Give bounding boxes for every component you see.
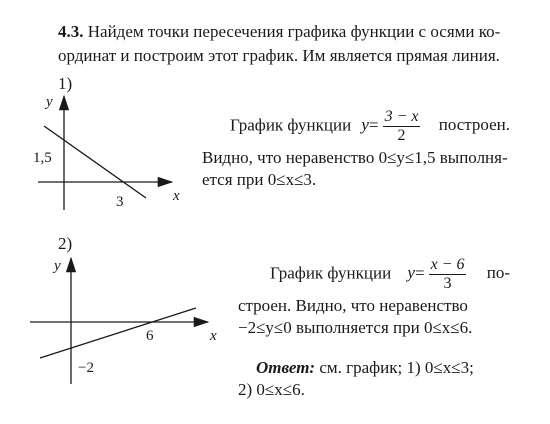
answer-line1 <box>256 358 474 378</box>
part2-formula-lhs: y <box>407 263 415 283</box>
part1-label: 1) <box>58 74 73 93</box>
part2-formula-eq: = <box>414 263 425 283</box>
part1-numerator: 3 − x <box>384 108 419 125</box>
part2-suffix: по- <box>486 263 510 283</box>
part1-formula-lhs: y <box>361 115 369 135</box>
part2-y-axis-label: y <box>54 258 61 274</box>
part1-formula-eq: = <box>368 115 379 135</box>
part2-label: 2) <box>58 234 73 253</box>
part1-x-tick-label: 3 <box>116 194 124 210</box>
problem-number: 4.3. <box>58 22 84 41</box>
part2-function-line <box>40 308 196 358</box>
intro-text-1: Найдем точки пересечения графика функции с осями ко- <box>87 22 501 41</box>
part2-text-line3: −2≤y≤0 выполняется при 0≤x≤6. <box>238 318 473 337</box>
problem-intro-line2: ординат и построим этот график. Им является прямая линия. <box>58 46 500 65</box>
part2-prefix: График функции <box>270 263 392 283</box>
part1-denominator: 2 <box>397 127 406 144</box>
part2-numerator: x − 6 <box>430 256 465 273</box>
part1-y-axis-label: y <box>46 94 53 110</box>
answer-label: Ответ: <box>256 358 316 377</box>
part2-text-line2: строен. Видно, что неравенство <box>238 296 468 315</box>
answer-line2: 2) 0≤x≤6. <box>238 380 305 399</box>
part1-prefix: График функции <box>230 115 352 135</box>
part1-text-line3: ется при 0≤x≤3. <box>202 170 317 189</box>
part2-denominator: 3 <box>443 275 452 292</box>
part2-x-tick-label: 6 <box>146 328 154 344</box>
part1-text-line2: Видно, что неравенство 0≤y≤1,5 выполня- <box>202 148 508 167</box>
part1-suffix: построен. <box>438 115 511 135</box>
part1-y-tick-label: 1,5 <box>33 150 52 166</box>
part2-x-axis-label: x <box>210 328 217 344</box>
part2-y-tick-label: −2 <box>78 360 94 376</box>
part2-fraction <box>429 256 467 293</box>
answer-text-1: см. график; 1) 0≤x≤3; <box>319 358 474 377</box>
part1-x-axis-label: x <box>173 188 180 204</box>
part2-text-line1 <box>270 256 510 293</box>
